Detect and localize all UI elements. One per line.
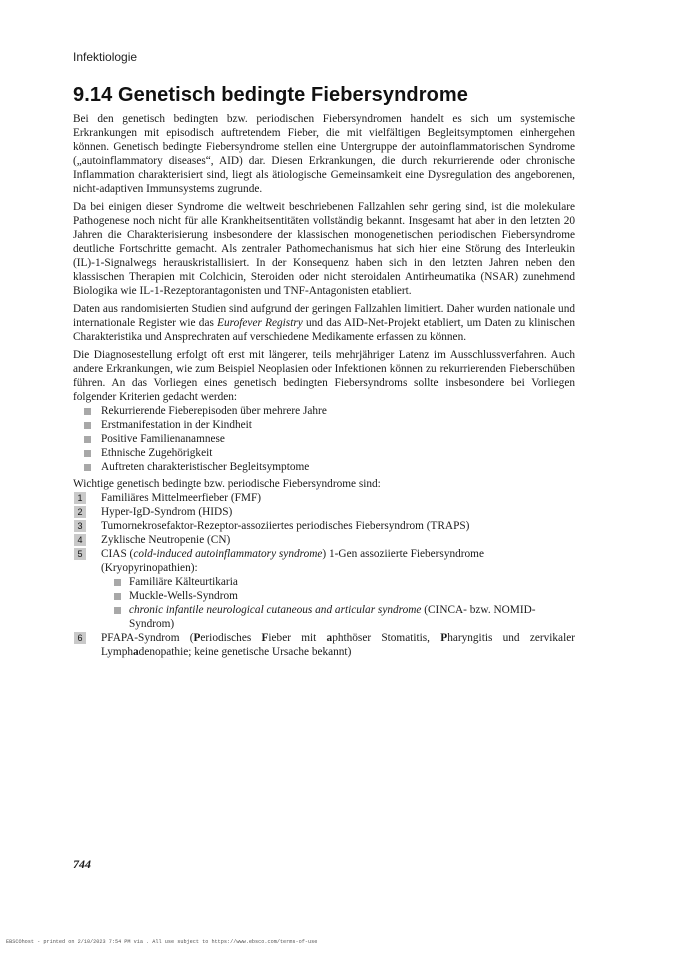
syndrome-label: Zyklische Neutropenie (CN) [101,534,231,546]
pfapa-acronym-letter: P [193,632,201,644]
syndrome-item [73,533,575,547]
criteria-item: Ethnische Zugehörigkeit [73,446,575,460]
number-badge: 2 [74,506,86,518]
syndrome-item-pfapa [73,631,575,659]
syndrome-label: Tumornekrosefaktor-Rezeptor-assoziiertes periodisches Fiebersyndrom (TRAPS) [101,520,470,532]
registry-text-before: Daten aus randomisierten Studien sind aufgrund der geringen Fallzahlen limitiert. Daher wurden nationale und internationale Register wie das [73,303,575,329]
criteria-item: Auftreten charakteristischer Begleitsymptome [73,460,575,474]
number-badge: 3 [74,520,86,532]
syndrome-label: Familiäres Mittelmeerfieber (FMF) [101,492,261,504]
syndrome-label: Hyper-IgD-Syndrom (HIDS) [101,506,233,518]
criteria-item: Rekurrierende Fieberepisoden über mehrere Jahre [73,404,575,418]
pfapa-acronym-letter: P [440,632,448,644]
list-intro: Wichtige genetisch bedingte bzw. periodische Fiebersyndrome sind: [73,478,381,490]
cias-pre: CIAS ( [101,548,134,560]
pfapa-text: denopathie; keine genetische Ursache bekannt) [138,646,352,658]
pfapa-text: eriodisches [200,632,262,644]
pfapa-text: ieber mit [268,632,327,644]
pfapa-acronym-letter: F [261,632,269,644]
number-badge: 6 [74,632,86,644]
cinca-rest: (CINCA- bzw. NOMID-Syndrom) [129,604,536,630]
cinca-name: chronic infantile neurological cutaneous and articular syndrome [129,604,422,616]
main-content [73,112,575,659]
criteria-item: Positive Familienanamnese [73,432,575,446]
cias-post: ) 1-Gen assoziierte Fiebersyndrome (Kryopyrinopathien): [101,548,484,574]
pfapa-text: phthöser Stomatitis, [332,632,441,644]
pfapa-text: haryngitis und zervikaler Lymph [101,632,575,658]
registry-name: Eurofever Registry [217,317,303,329]
paragraph-pathogenesis: Da bei einigen dieser Syndrome die weltweit beschriebenen Fallzahlen sehr gering sind, ist die molekulare Pathogenese noch nicht für alle Krankheitsentitäten vollständig bekannt. Insgesamt hat aber in den letzten 20 Jahren die Charakterisierung insbesondere der klassischen monogenetischen periodischen Fiebersyndrome deutliche Fortschritte gemacht. Als zentraler Pathomechanismus hat sich hier eine Störung des Interleukin (IL)-1-Signalwegs herauskristallisiert. In der Konsequenz haben sich in den letzten Jahren neben den klassischen Therapien mit Colchicin, Steroiden oder nicht steroidalen Antirheumatika (NSAR) zunehmend Biologika wie IL-1-Rezeptorantagonisten und TNF-Antagonisten etabliert. [73,201,575,297]
syndrome-item [73,519,575,533]
criteria-item: Erstmanifestation in der Kindheit [73,418,575,432]
cias-italic: cold-induced autoinflammatory syndrome [133,548,323,560]
cias-sublist [101,575,575,631]
syndrome-item-cias [73,547,575,631]
paragraph-registry [73,302,575,344]
section-title: 9.14 Genetisch bedingte Fiebersyndrome [73,84,469,106]
paragraph-intro: Bei den genetisch bedingten bzw. periodischen Fiebersyndromen handelt es sich um systemische Erkrankungen mit episodisch auftretendem Fieber, die mit vielfältigen Begleitsymptomen einhergehen können. Genetisch bedingte Fiebersyndrome stellen eine Untergruppe der autoinflammatorischen Syndrome („autoinflammatory diseases“, AID) dar. Diesen Erkrankungen, die durch rekurrierende oder chronische Inflammation charakterisiert sind, liegt als ätiologische Gemeinsamkeit eine Dysregulation des angeborenen, nicht-adaptiven Immunsystems zugrunde. [73,113,575,195]
number-badge: 1 [74,492,86,504]
criteria-list [73,404,575,474]
paragraph-diagnosis: Die Diagnosestellung erfolgt oft erst mit längerer, teils mehrjähriger Latenz im Ausschlussverfahren. Auch andere Erkrankungen, wie zum Beispiel Neoplasien oder Infektionen können zu rekurrierenden Fieberschüben führen. An das Vorliegen eines genetisch bedingten Fiebersyndroms sollte insbesondere bei Vorliegen folgender Kriterien gedacht werden: [73,349,575,403]
cias-subitem: Muckle-Wells-Syndrom [101,589,575,603]
number-badge: 5 [74,548,86,560]
cias-subitem: Familiäre Kälteurtikaria [101,575,575,589]
page-number: 744 [73,857,91,871]
syndrome-item [73,491,575,505]
pfapa-acronym-letter: a [133,646,139,658]
print-footer: EBSCOhost - printed on 2/10/2023 7:54 PM via . All use subject to https://www.ebsco.com/terms-of-use [6,939,318,945]
syndrome-list [73,491,575,659]
running-header: Infektiologie [73,50,138,64]
registry-text-after: und das AID-Net-Projekt etabliert, um Daten zu klinischen Charakteristika und Ansprechraten auf verschiedene Medikamente erfassen zu können. [73,317,575,343]
pfapa-text: PFAPA-Syndrom ( [101,632,194,644]
number-badge: 4 [74,534,86,546]
cias-subitem [101,603,575,631]
pfapa-acronym-letter: a [326,632,333,644]
syndrome-item [73,505,575,519]
